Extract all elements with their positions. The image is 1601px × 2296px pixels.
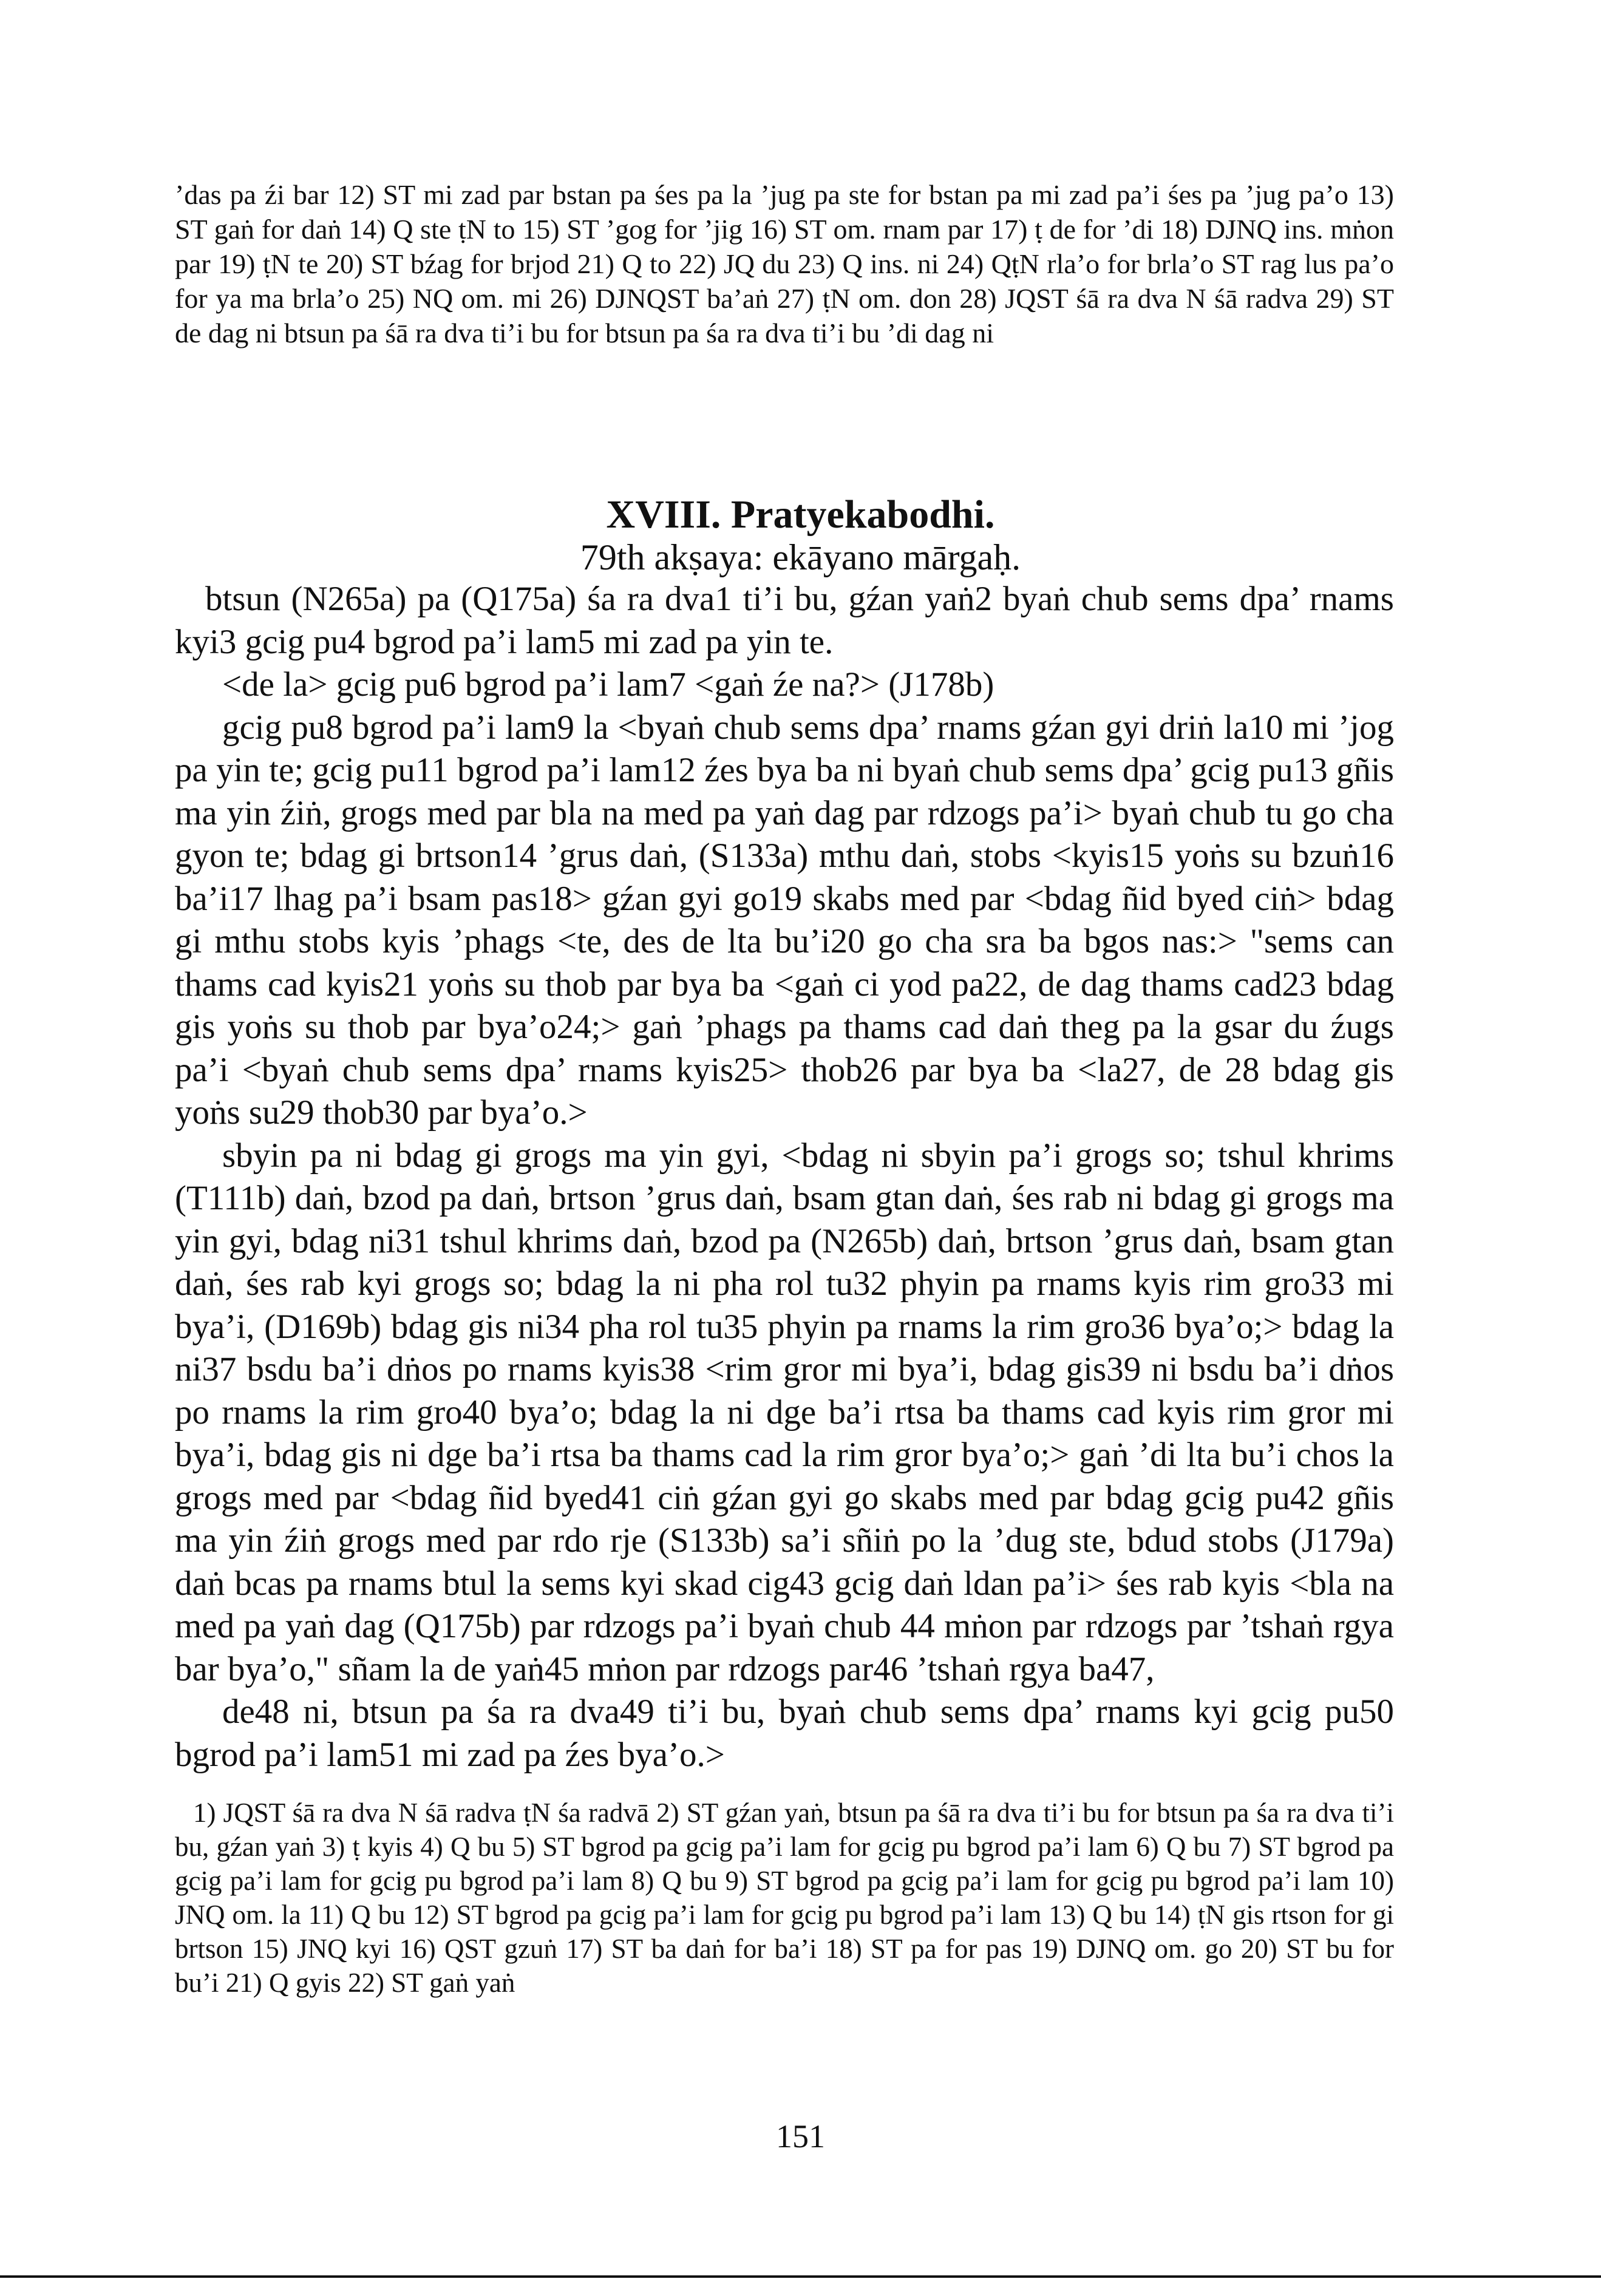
paragraph: btsun (N265a) pa (Q175a) śa ra dva1 ti’i bu, gźan yaṅ2 byaṅ chub sems dpa’ rnams kyi3 gcig pu4 bgrod pa’i lam5 mi zad pa yin te. (175, 580, 1394, 661)
paragraph: sbyin pa ni bdag gi grogs ma yin gyi, <bdag ni sbyin pa’i grogs so; tshul khrims (T111b) daṅ, bzod pa daṅ, brtson ’grus daṅ, bsam gtan daṅ, śes rab ni bdag gi grogs ma yin gyi, bdag ni31 tshul khrims daṅ, bzod pa (N265b) daṅ, brtson ’grus daṅ, bsam gtan daṅ, śes rab kyi grogs so; bdag la ni pha rol tu32 phyin pa rnams kyis rim gro33 mi bya’i, (D169b) bdag gis ni34 pha rol tu35 phyin pa rnams la rim gro36 bya’o;> bdag la ni37 bsdu ba’i dṅos po rnams kyis38 <rim gror mi bya’i, bdag gis39 ni bsdu ba’i dṅos po rnams la rim gro40 bya’o; bdag la ni dge ba’i rtsa ba thams cad kyis rim gror mi bya’i, bdag gis ni dge ba’i rtsa ba thams cad la rim gror bya’o;> gaṅ ’di lta bu’i chos la grogs med par <bdag ñid byed41 ciṅ gźan gyi go skabs med par bdag gcig pu42 gñis ma yin źiṅ grogs med par rdo rje (S133b) sa’i sñiṅ po la ’dug ste, bdud stobs (J179a) daṅ bcas pa rnams btul la sems kyi skad cig43 gcig daṅ ldan pa’i> śes rab kyis <bla na med pa yaṅ dag (Q175b) par rdzogs pa’i byaṅ chub 44 mṅon par rdzogs par ’tshaṅ rgya bar bya’o," sñam la de yaṅ45 mṅon par rdzogs par46 ’tshaṅ rgya ba47, (175, 1136, 1394, 1688)
footnote-text: 1) JQST śā ra dva N śā radva ṭN śa radvā 2) ST gźan yaṅ, btsun pa śā ra dva ti’i bu for btsun pa śa ra dva ti’i bu, gźan yaṅ 3) ṭ kyis 4) Q bu 5) ST bgrod pa gcig pa’i lam for gcig pu bgrod pa’i lam 6) Q bu 7) ST bgrod pa gcig pa’i lam for gcig pu bgrod pa’i lam 8) Q bu 9) ST bgrod pa gcig pa’i lam for gcig pu bgrod pa’i lam 10) JNQ om. la 11) Q bu 12) ST bgrod pa gcig pa’i lam for gcig pu bgrod pa’i lam 13) Q bu 14) ṭN gis rtson for gi brtson 15) JNQ kyi 16) QST gzuṅ 17) ST ba daṅ for ba’i 18) ST pa for pas 19) DJNQ om. go 20) ST bu for bu’i 21) Q gyis 22) ST gaṅ yaṅ (175, 1798, 1394, 1998)
chapter-title: XVIII. Pratyekabodhi. (606, 492, 995, 537)
footnotes (175, 1796, 1394, 2000)
chapter-subtitle: 79th akṣaya: ekāyano mārgaḥ. (580, 537, 1021, 577)
paragraph: <de la> gcig pu6 bgrod pa’i lam7 <gaṅ źe na?> (J178b) (222, 665, 994, 704)
scan-edge (0, 2275, 1601, 2296)
paragraph: gcig pu8 bgrod pa’i lam9 la <byaṅ chub sems dpa’ rnams gźan gyi driṅ la10 mi ’jog pa yin te; gcig pu11 bgrod pa’i lam12 źes bya ba ni byaṅ chub sems dpa’ gcig pu13 gñis ma yin źiṅ, grogs med par bla na med pa yaṅ dag par rdzogs pa’i> byaṅ chub tu go cha gyon te; bdag gi brtson14 ’grus daṅ, (S133a) mthu daṅ, stobs <kyis15 yoṅs su bzuṅ16 ba’i17 lhag pa’i bsam pas18> gźan gyi go19 skabs med par <bdag ñid byed ciṅ> bdag gi mthu stobs kyis ’phags <te, des de lta bu’i20 go cha sra ba bgos nas:> "sems can thams cad kyis21 yoṅs su thob par bya ba <gaṅ ci yod pa22, de dag thams cad23 bdag gis yoṅs su thob par bya’o24;> gaṅ ’phags pa thams cad daṅ theg pa la gsar du źugs pa’i <byaṅ chub sems dpa’ rnams kyis25> thob26 par bya ba <la27, de 28 bdag gis yoṅs su29 thob30 par bya’o.> (175, 708, 1394, 1132)
main-text (175, 578, 1394, 1776)
page-number: 151 (776, 2118, 825, 2155)
paragraph: de48 ni, btsun pa śa ra dva49 ti’i bu, byaṅ chub sems dpa’ rnams kyi gcig pu50 bgrod pa’i lam51 mi zad pa źes bya’o.> (175, 1693, 1394, 1774)
footnotes-continued: ’das pa źi bar 12) ST mi zad par bstan pa śes pa la ’jug pa ste for bstan pa mi zad pa’i śes pa ’jug pa’o 13) ST gaṅ for daṅ 14) Q ste ṭN to 15) ST ’gog for ’jig 16) ST om. rnam par 17) ṭ de for ’di 18) DJNQ ins. mṅon par 19) ṭN te 20) ST bźag for brjod 21) Q to 22) JQ du 23) Q ins. ni 24) QṭN rla’o for brla’o ST rag lus pa’o for ya ma brla’o 25) NQ om. mi 26) DJNQST ba’aṅ 27) ṭN om. don 28) JQST śā ra dva N śā radva 29) ST de dag ni btsun pa śā ra dva ti’i bu for btsun pa śa ra dva ti’i bu ’di dag ni (175, 179, 1394, 348)
